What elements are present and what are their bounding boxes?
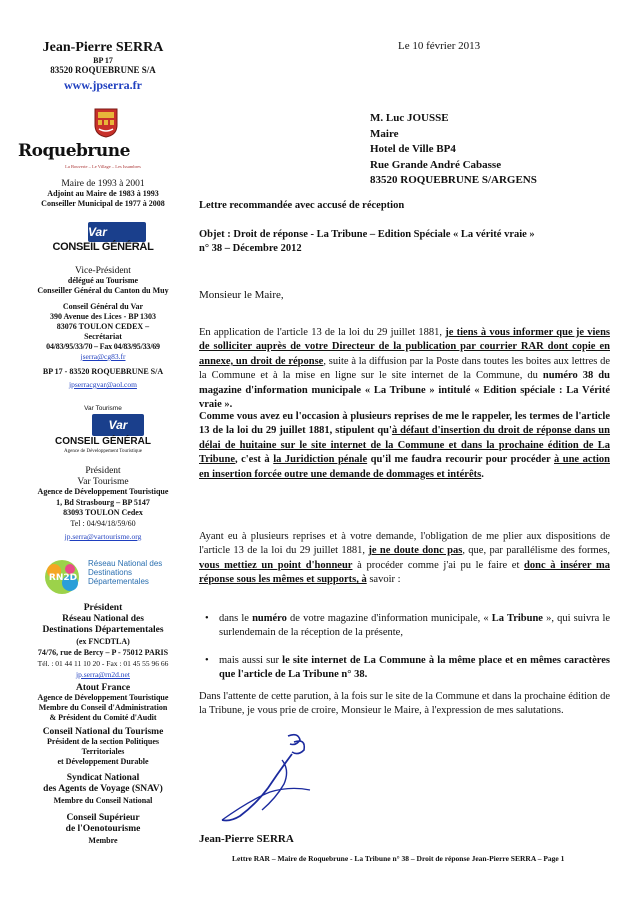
oeno-title2: de l'Oenotourisme: [65, 824, 141, 834]
sender-city: 83520 ROQUEBRUNE S/A: [50, 65, 156, 76]
vt-email-link[interactable]: jp.serra@vartourisme.org: [64, 532, 142, 541]
vt-name: Var Tourisme: [77, 476, 129, 487]
letter-date: Le 10 février 2013: [398, 40, 481, 52]
oeno-line1: Membre: [88, 836, 118, 845]
recipient-title: Maire: [370, 127, 399, 140]
recipient-city: 83520 ROQUEBRUNE S/ARGENS: [370, 174, 537, 186]
sender-bp: BP 17: [93, 56, 113, 66]
cg-address: 390 Avenue des Lices - BP 1303: [49, 312, 157, 321]
rn-ex: (ex FNCDTLA): [76, 637, 130, 646]
vt-agency: Agence de Développement Touristique: [37, 487, 169, 496]
cg-city: 83076 TOULON CEDEX –: [56, 322, 150, 331]
paragraph-2: Comme vous avez eu l'occasion à plusieurs reprises de me le rappeler, les termes de l'article 13 de la loi du 29 juillet 1881, stipulent qu'à défaut d'insertion du droit de réponse dans un délai de huitaine sur le site internet de la Commune et dans la prochaine édition de La Tribune, c'est à la Juridiction pénale qu'il me faudra recourir pour procéder à une action en insertion forcée outre une demande de dommages et intérêts.: [199, 411, 610, 480]
af-line1: Agence de Développement Touristique: [37, 693, 169, 702]
rn2d-logo-text: Réseau National des Destinations Départementales: [88, 559, 163, 586]
cnt-line3: et Développement Durable: [57, 757, 149, 766]
cnt-title: Conseil National du Tourisme: [42, 727, 164, 737]
rn-name2: Destinations Départementales: [42, 625, 164, 635]
roquebrune-tagline: La Bouverie – Le Village – Les Issambres: [65, 164, 141, 169]
af-title: Atout France: [75, 683, 131, 693]
cg-email-link[interactable]: jserra@cg83.fr: [80, 352, 126, 361]
oeno-title1: Conseil Supérieur: [66, 813, 140, 823]
rn2d-logo-icon: [40, 557, 86, 597]
signature-name: Jean-Pierre SERRA: [199, 833, 294, 845]
rn-name1: Réseau National des: [62, 614, 144, 624]
bullet-2: • mais aussi sur le site internet de La Commune à la même place et en mêmes caractères que l'article de La Tribune n° 38.: [219, 654, 610, 683]
cnt-line1: Président de la section Politiques: [47, 737, 159, 746]
letter-subject: [199, 228, 609, 256]
rn-phone: Tél. : 01 44 11 10 20 - Fax : 01 45 55 96 66: [37, 659, 169, 668]
recipient-address: [370, 111, 537, 189]
snav-title1: Syndicat National: [66, 773, 140, 783]
rn-email-link[interactable]: jp.serra@rn2d.net: [76, 670, 130, 679]
subject-line1: Objet : Droit de réponse - La Tribune – Edition Spéciale « La vérité vraie »: [199, 229, 535, 240]
cg-name: Conseil Général du Var: [62, 302, 144, 311]
snav-line1: Membre du Conseil National: [53, 796, 153, 805]
var-tourisme-logo-text: CONSEIL GÉNÉRAL: [55, 436, 151, 447]
var-tourisme-label: Var Tourisme: [84, 405, 122, 412]
rn-president: Président: [83, 603, 123, 613]
af-line2: Membre du Conseil d'Administration: [38, 703, 168, 712]
svg-text:RN2D: RN2D: [48, 573, 78, 583]
recipient-org: Hotel de Ville BP4: [370, 143, 456, 155]
vp-delegue: délégué au Tourisme: [67, 276, 139, 285]
conseiller-municipal-line: Conseiller Municipal de 1977 à 2008: [41, 199, 165, 208]
vt-phone: Tel : 04/94/18/59/60: [70, 518, 136, 528]
bp-email-link[interactable]: jpserracgvar@aol.com: [69, 380, 137, 389]
vt-president: Président: [85, 466, 121, 476]
bp-line: BP 17 - 83520 ROQUEBRUNE S/A: [42, 367, 164, 376]
bullet-1: • dans le numéro de votre magazine d'information municipale, « La Tribune », qui suivra le surlendemain de la réception de la présente,: [219, 612, 610, 641]
cg-phone: 04/83/95/33/70 – Fax 04/83/95/33/69: [46, 342, 160, 351]
snav-title2: des Agents de Voyage (SNAV): [43, 784, 163, 794]
adjoint-line: Adjoint au Maire de 1983 à 1993: [47, 189, 159, 198]
af-line3: & Président du Comité d'Audit: [49, 713, 157, 722]
handwritten-signature: [210, 730, 330, 830]
salutation: Monsieur le Maire,: [199, 289, 284, 301]
var-tourisme-logo-icon: Var: [92, 414, 144, 436]
cnt-line2: Territoriales: [81, 747, 125, 756]
subject-line2: n° 38 – Décembre 2012: [199, 243, 302, 254]
sender-name: Jean-Pierre SERRA: [42, 40, 164, 55]
conseil-general-logo-text: CONSEIL GÉNÉRAL: [52, 241, 154, 253]
paragraph-4: Dans l'attente de cette parution, à la fois sur le site de la Commune et dans la prochaine édition de la Tribune, je vous prie de croire, Monsieur le Maire, à l'expression de mes salutations.: [199, 691, 610, 717]
sidebar: [18, 40, 188, 92]
vp-canton: Conseiller Général du Canton du Muy: [37, 286, 169, 295]
paragraph-3: Ayant eu à plusieurs reprises et à votre demande, l'obligation de me plier aux dispositions de l'article 13 de la loi du 29 juillet 1881, je ne doute donc pas, que, par parallélisme des formes, vous mettiez un point d'honneur à procéder comme j'ai pu le faire et donc à insérer ma réponse sous les mêmes et supports, à savoir :: [199, 531, 610, 586]
vt-address: 1, Bd Strasbourg – BP 5147: [56, 497, 150, 507]
roquebrune-crest-icon: [94, 108, 118, 138]
paragraph-1: En application de l'article 13 de la loi du 29 juillet 1881, je tiens à vous informer que je viens de solliciter auprès de votre Directeur de la publication par courrier RAR dont copie en annexe, un droit de réponse, suite à la diffusion par la Poste dans toutes les boites aux lettres de la Commune et à la mise en ligne sur le site internet de la Commune, du numéro 38 du magazine d'information municipale « La Tribune » intitulé « Edition spéciale : La Vérité vraie ».: [199, 327, 610, 411]
page-footer: Lettre RAR – Maire de Roquebrune - La Tribune n° 38 – Droit de réponse Jean-Pierre SERRA – Page 1: [232, 854, 565, 863]
var-logo-icon: Var: [88, 222, 146, 242]
recipient-name: M. Luc JOUSSE: [370, 112, 449, 124]
recipient-street: Rue Grande André Cabasse: [370, 158, 502, 171]
registered-mail-note: Lettre recommandée avec accusé de réception: [199, 200, 405, 211]
cg-secretariat: Secrétariat: [84, 332, 122, 341]
rn-address: 74/76, rue de Bercy – P - 75012 PARIS: [37, 648, 169, 657]
roquebrune-logo-word: Roquebrune: [18, 141, 130, 161]
var-tourisme-logo-sub: Agence de Développement Touristique: [63, 449, 142, 454]
mayor-line: Maire de 1993 à 2001: [61, 179, 145, 189]
website-link[interactable]: www.jpserra.fr: [64, 77, 142, 92]
vt-city: 83093 TOULON Cedex: [63, 508, 143, 517]
vp-title: Vice-Président: [75, 266, 131, 276]
